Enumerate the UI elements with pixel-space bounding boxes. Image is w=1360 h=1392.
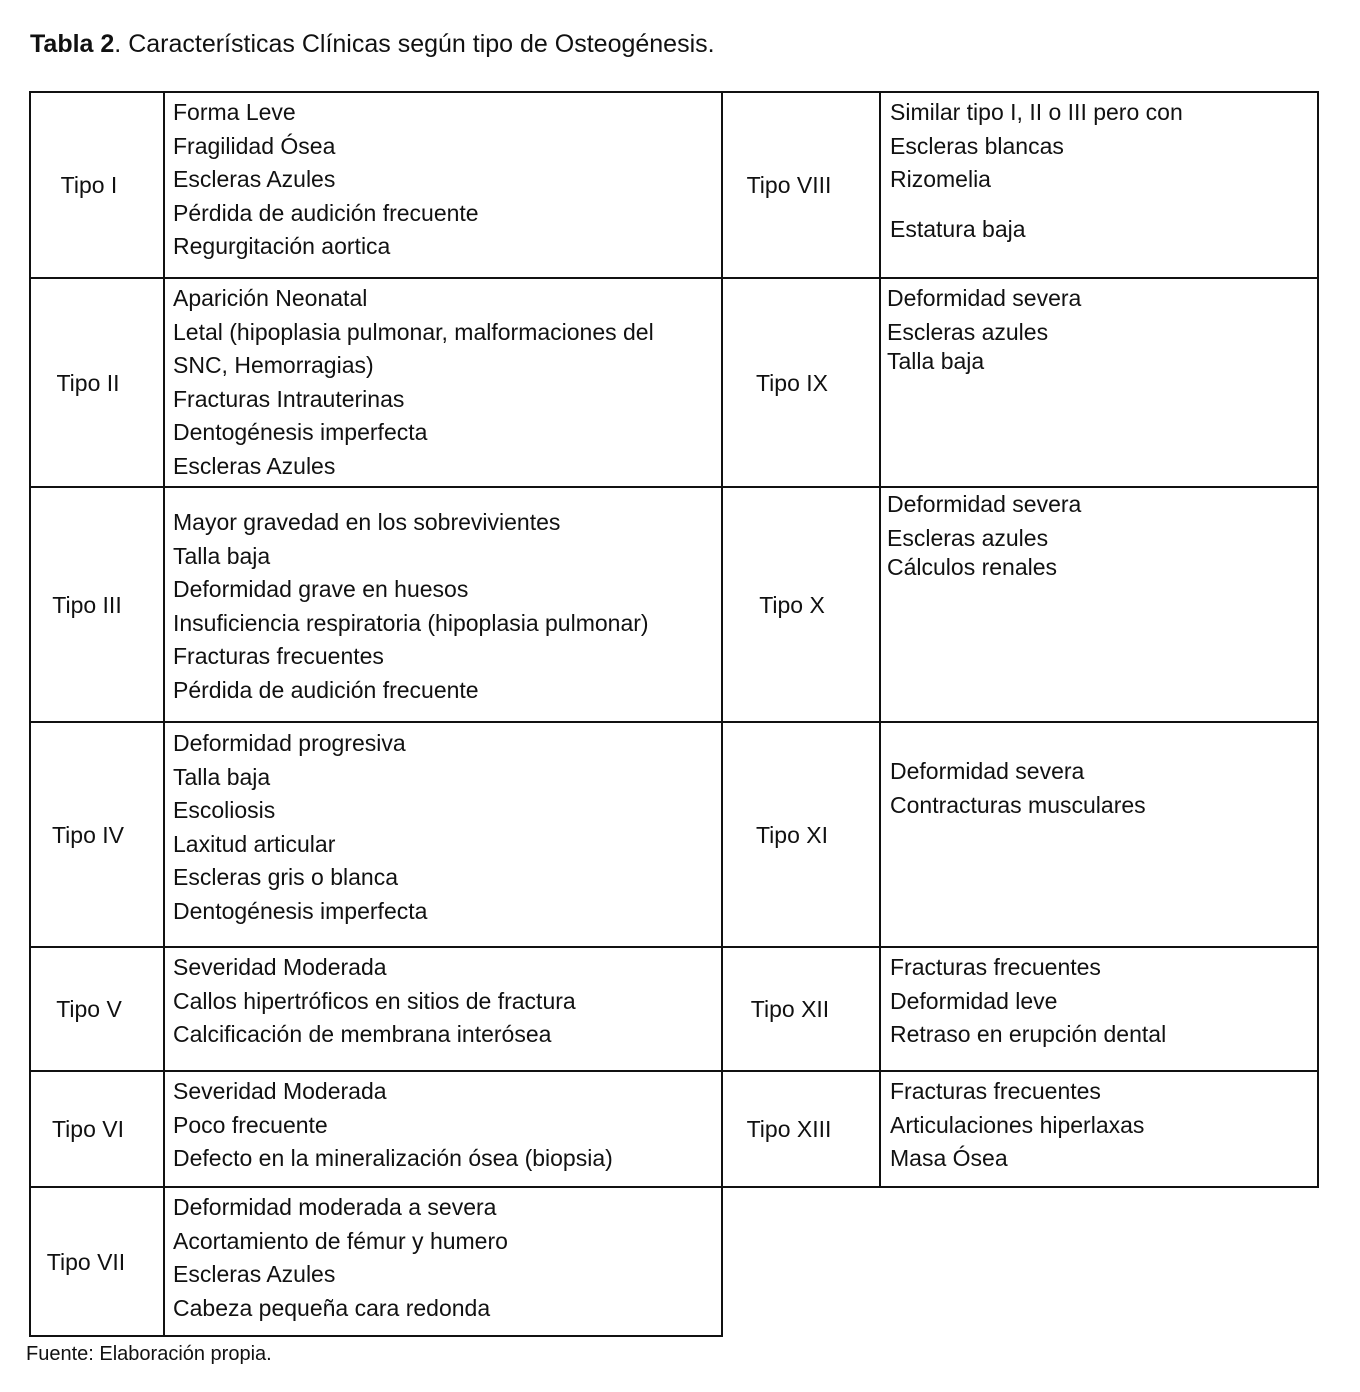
- characteristic-item: Deformidad severa: [887, 491, 1082, 517]
- characteristic-item: Insuficiencia respiratoria (hipoplasia pulmonar): [173, 609, 649, 636]
- characteristic-item: Deformidad severa: [887, 285, 1082, 311]
- characteristics-list: [173, 96, 479, 264]
- characteristic-item: Fracturas frecuentes: [890, 1078, 1101, 1104]
- characteristic-item: Deformidad leve: [890, 987, 1058, 1014]
- characteristic-item: Fracturas Intrauterinas: [173, 385, 405, 412]
- table-column-rule: [163, 91, 165, 1337]
- table-rule: [721, 277, 1319, 279]
- characteristic-item: Deformidad progresiva: [173, 730, 406, 756]
- table-rule: [721, 1186, 1319, 1188]
- characteristic-item: Deformidad moderada a severa: [173, 1194, 497, 1220]
- characteristic-item: SNC, Hemorragias): [173, 352, 374, 378]
- characteristic-item: Letal (hipoplasia pulmonar, malformaciones del: [173, 318, 654, 345]
- table-rule: [29, 1335, 723, 1337]
- table-source-note: Fuente: Elaboración propia.: [26, 1343, 272, 1365]
- characteristic-item: Cabeza pequeña cara redonda: [173, 1294, 491, 1321]
- characteristic-item: Cálculos renales: [887, 553, 1058, 580]
- characteristic-item: Regurgitación aortica: [173, 233, 391, 259]
- characteristic-item: Laxitud articular: [173, 830, 336, 857]
- characteristic-item: Pérdida de audición frecuente: [173, 199, 479, 226]
- characteristic-item: Dentogénesis imperfecta: [173, 897, 428, 924]
- characteristic-item: Escleras blancas: [890, 132, 1064, 159]
- characteristic-item: Contracturas musculares: [890, 791, 1146, 818]
- table-rule: [29, 1070, 723, 1072]
- characteristics-list: [887, 488, 1081, 580]
- characteristic-item: Dentogénesis imperfecta: [173, 419, 428, 445]
- characteristic-item: Escleras azules: [887, 318, 1049, 345]
- characteristic-item: Fracturas frecuentes: [173, 643, 384, 669]
- table-column-rule: [29, 91, 31, 1337]
- characteristic-item: Severidad Moderada: [173, 1078, 387, 1104]
- type-label: Tipo X: [759, 591, 825, 618]
- characteristic-item: Retraso en erupción dental: [890, 1021, 1167, 1047]
- characteristic-item: Poco frecuente: [173, 1111, 328, 1138]
- characteristic-item: Pérdida de audición frecuente: [173, 676, 479, 703]
- type-label: Tipo VII: [46, 1248, 126, 1275]
- characteristic-item: Deformidad severa: [890, 758, 1085, 784]
- characteristic-item: Fracturas frecuentes: [890, 954, 1101, 980]
- characteristic-item: Estatura baja: [890, 215, 1026, 242]
- type-label: Tipo II: [56, 369, 120, 396]
- characteristics-list: [890, 1075, 1144, 1176]
- characteristic-item: Calcificación de membrana interósea: [173, 1021, 552, 1047]
- characteristics-list: [173, 1191, 508, 1325]
- characteristics-list: [173, 951, 576, 1052]
- type-label: Tipo IV: [51, 821, 124, 848]
- characteristic-item: Defecto en la mineralización ósea (biopsia): [173, 1145, 613, 1171]
- type-label: Tipo III: [52, 591, 122, 618]
- characteristics-list: [890, 96, 1183, 246]
- type-label: Tipo XII: [750, 996, 830, 1022]
- characteristic-item: Escleras Azules: [173, 166, 336, 192]
- characteristics-list: [173, 506, 649, 707]
- table-column-rule: [879, 91, 881, 1188]
- characteristic-item: Rizomelia: [890, 166, 991, 192]
- type-label: Tipo I: [60, 172, 118, 198]
- caption-text: . Características Clínicas según tipo de Osteogénesis.: [114, 30, 715, 58]
- characteristic-item: Talla baja: [173, 542, 271, 569]
- characteristic-item: Aparición Neonatal: [173, 285, 368, 311]
- characteristic-item: Escleras gris o blanca: [173, 864, 398, 890]
- characteristic-item: Escleras Azules: [173, 1261, 336, 1287]
- table-rule: [721, 721, 1319, 723]
- characteristic-item: Masa Ósea: [890, 1145, 1008, 1171]
- table-rule: [29, 277, 723, 279]
- characteristic-item: Talla baja: [173, 763, 271, 790]
- type-label: Tipo XI: [755, 821, 828, 848]
- characteristics-list: [173, 727, 427, 928]
- characteristic-item: Escleras azules: [887, 524, 1049, 551]
- characteristic-item: Escoliosis: [173, 797, 276, 823]
- type-label: Tipo V: [56, 996, 122, 1022]
- type-label: Tipo IX: [755, 369, 828, 396]
- characteristic-item: Mayor gravedad en los sobrevivientes: [173, 509, 561, 535]
- characteristic-item: Escleras Azules: [173, 452, 336, 479]
- characteristic-item: Acortamiento de fémur y humero: [173, 1227, 508, 1254]
- caption-label: Tabla 2: [30, 30, 115, 58]
- characteristic-item: Severidad Moderada: [173, 954, 387, 980]
- table-rule: [29, 91, 723, 93]
- table-rule: [29, 946, 723, 948]
- characteristic-item: Fragilidad Ósea: [173, 132, 336, 159]
- table-rule: [721, 1070, 1319, 1072]
- characteristic-item: Deformidad grave en huesos: [173, 576, 469, 602]
- table-rule: [29, 1186, 723, 1188]
- characteristic-item: Articulaciones hiperlaxas: [890, 1111, 1145, 1138]
- type-label: Tipo VIII: [746, 172, 832, 198]
- characteristics-list: [890, 951, 1166, 1052]
- table-column-rule: [1317, 91, 1319, 1188]
- characteristic-item: Similar tipo I, II o III pero con: [890, 99, 1183, 125]
- table-rule: [29, 486, 723, 488]
- table-rule: [721, 91, 1319, 93]
- characteristic-item: Forma Leve: [173, 99, 296, 125]
- characteristics-list: [890, 755, 1146, 822]
- characteristics-list: [887, 282, 1081, 374]
- characteristic-item: Callos hipertróficos en sitios de fractura: [173, 987, 576, 1014]
- characteristics-list: [173, 282, 654, 483]
- table-rule: [721, 946, 1319, 948]
- table-rule: [29, 721, 723, 723]
- type-label: Tipo XIII: [746, 1116, 832, 1142]
- characteristics-list: [173, 1075, 613, 1176]
- characteristic-item: Talla baja: [887, 347, 985, 374]
- type-label: Tipo VI: [51, 1116, 124, 1142]
